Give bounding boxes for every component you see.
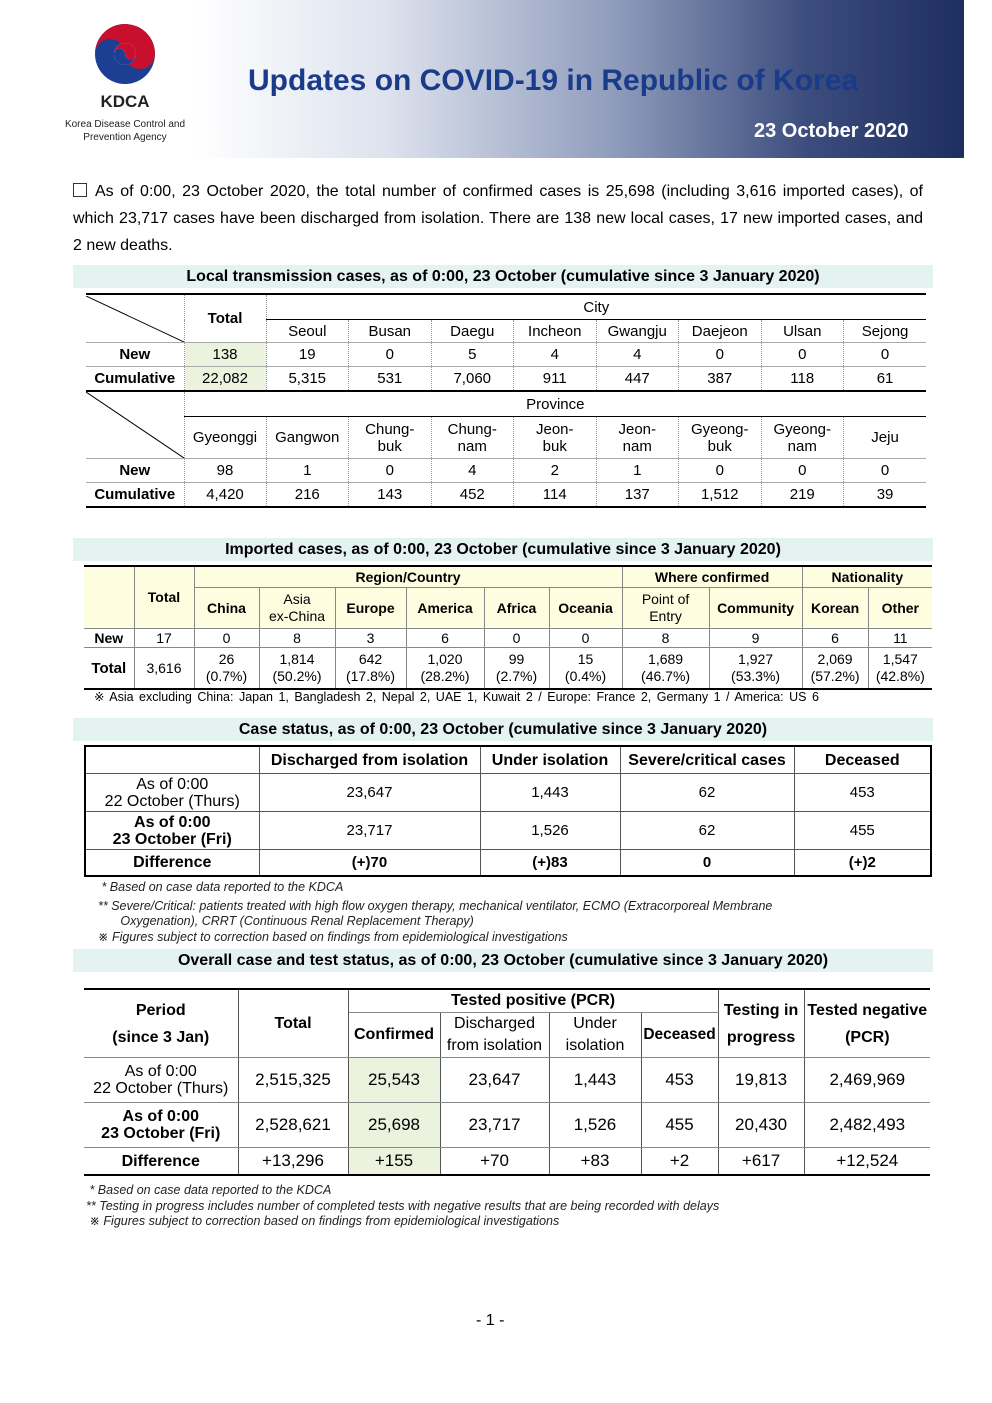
city-new-value: 4	[514, 343, 597, 367]
testing-in-progress-header: Testing in progress	[718, 989, 804, 1058]
summary-paragraph	[73, 178, 923, 259]
imported-col-header: Point of Entry	[622, 588, 709, 629]
note-line: * Based on case data reported to the KDCA	[86, 1183, 332, 1197]
city-cum-value: 61	[844, 367, 927, 392]
imported-total-pct: (2.7%)	[495, 668, 538, 684]
case-status-notes	[98, 880, 772, 945]
overall-value: 2,528,621	[238, 1103, 348, 1148]
prov-cum-value: 1,512	[679, 483, 762, 508]
note-line: ※ Figures subject to correction based on findings from epidemiological investigations	[86, 1214, 560, 1228]
row-label-new: New	[86, 459, 184, 483]
imported-col-header: Oceania	[549, 588, 622, 629]
case-value: 1,443	[480, 774, 620, 812]
prov-cum-value: 4,420	[184, 483, 266, 508]
imported-cases-table	[84, 565, 932, 690]
overall-value: 2,482,493	[804, 1103, 930, 1148]
overall-row-label: Difference	[84, 1148, 238, 1176]
city-cum-value: 387	[679, 367, 762, 392]
case-value: 62	[620, 812, 794, 850]
province-name: Gangwon	[266, 417, 349, 459]
city-new-value: 19	[266, 343, 349, 367]
imported-footnote: ※ Asia excluding China: Japan 1, Bangladesh 2, Nepal 2, UAE 1, Kuwait 2 / Europe: France 2, Germany 1 / America: US 6	[94, 690, 819, 704]
local-transmission-table	[86, 293, 926, 508]
imported-total-pct: (42.8%)	[875, 668, 925, 684]
imported-total-pct: (17.8%)	[345, 668, 396, 684]
imported-col-header: China	[194, 588, 259, 629]
imported-total-value: 15	[577, 651, 594, 667]
city-new-value: 5	[431, 343, 514, 367]
city-new-value: 0	[679, 343, 762, 367]
imported-col-header: Asia ex-China	[259, 588, 335, 629]
tested-negative-header: Tested negative (PCR)	[804, 989, 930, 1058]
case-col-header: Severe/critical cases	[620, 746, 794, 774]
city-name: Daegu	[431, 320, 514, 343]
province-name: Jeon- buk	[514, 417, 597, 459]
page-title: Updates on COVID-19 in Republic of Korea	[248, 64, 859, 97]
overall-sub-header: Discharged from isolation	[440, 1013, 549, 1058]
imported-total-total: 3,616	[134, 648, 194, 690]
imported-col-header: Community	[709, 588, 802, 629]
imported-total-value: 26	[218, 651, 235, 667]
province-name: Jeju	[844, 417, 927, 459]
row-label-total: Total	[84, 648, 134, 690]
overall-row-label: As of 0:00 23 October (Fri)	[84, 1103, 238, 1148]
overall-value: 2,469,969	[804, 1058, 930, 1103]
city-name: Busan	[349, 320, 432, 343]
city-new-value: 0	[761, 343, 844, 367]
overall-value: +13,296	[238, 1148, 348, 1176]
case-col-header: Deceased	[794, 746, 931, 774]
prov-new-value: 1	[596, 459, 679, 483]
case-value: 453	[794, 774, 931, 812]
note-line: ** Testing in progress includes number of completed tests with negative results that are being recorded with delays	[86, 1198, 720, 1213]
city-name: Daejeon	[679, 320, 762, 343]
overall-value: +155	[348, 1148, 440, 1176]
imported-new-value: 0	[549, 629, 622, 648]
diagonal-header-cell	[86, 294, 184, 343]
prov-cum-value: 452	[431, 483, 514, 508]
imported-new-value: 11	[868, 629, 932, 648]
imported-total-value: 1,547	[882, 651, 918, 667]
imported-new-total: 17	[134, 629, 194, 648]
imported-total-value: 1,927	[738, 651, 774, 667]
imported-new-value: 8	[259, 629, 335, 648]
prov-cum-value: 143	[349, 483, 432, 508]
imported-total-cell	[709, 648, 802, 690]
case-value: (+)2	[794, 850, 931, 877]
overall-sub-header: Confirmed	[348, 1013, 440, 1058]
imported-new-value: 3	[335, 629, 406, 648]
case-status-table	[84, 745, 932, 877]
prov-cum-value: 114	[514, 483, 597, 508]
prov-new-value: 98	[184, 459, 266, 483]
imported-section-title: Imported cases, as of 0:00, 23 October (cumulative since 3 January 2020)	[73, 538, 933, 561]
imported-total-cell	[335, 648, 406, 690]
case-row-label: As of 0:00 23 October (Fri)	[85, 812, 259, 850]
city-cum-value: 447	[596, 367, 679, 392]
city-header: City	[266, 294, 926, 320]
case-value: (+)83	[480, 850, 620, 877]
imported-total-pct: (46.7%)	[641, 668, 691, 684]
imported-total-pct: (50.2%)	[272, 668, 322, 684]
province-header: Province	[184, 391, 926, 417]
imported-total-cell	[802, 648, 868, 690]
case-value: 23,647	[259, 774, 480, 812]
province-name: Gyeong- buk	[679, 417, 762, 459]
imported-total-cell	[622, 648, 709, 690]
total-cumulative-value: 22,082	[184, 367, 266, 392]
imported-col-header: Korean	[802, 588, 868, 629]
local-section-title: Local transmission cases, as of 0:00, 23 October (cumulative since 3 January 2020)	[73, 265, 933, 288]
overall-row-label: As of 0:00 22 October (Thurs)	[84, 1058, 238, 1103]
summary-text: As of 0:00, 23 October 2020, the total number of confirmed cases is 25,698 (including 3,616 imported cases), of which 23,717 cases have been discharged from isolation. There are 138 new local cases, 17 new imported cases, and 2 new deaths.	[73, 183, 923, 254]
row-label-cumulative: Cumulative	[86, 367, 184, 392]
note-line: * Based on case data reported to the KDCA	[98, 880, 344, 894]
checkbox-icon	[73, 183, 87, 197]
case-corner-cell	[85, 746, 259, 774]
city-new-value: 0	[844, 343, 927, 367]
imported-total-value: 1,814	[279, 651, 315, 667]
imported-col-header: Africa	[484, 588, 549, 629]
note-line: Oxygenation), CRRT (Continuous Renal Replacement Therapy)	[110, 914, 474, 928]
agency-name: Korea Disease Control and Prevention Agency	[64, 119, 186, 143]
logo-text: KDCA	[100, 92, 150, 111]
province-name: Jeon- nam	[596, 417, 679, 459]
period-header: Period (since 3 Jan)	[84, 989, 238, 1058]
imported-total-cell	[194, 648, 259, 690]
imported-total-cell	[484, 648, 549, 690]
province-name: Gyeonggi	[184, 417, 266, 459]
province-name: Chung- nam	[431, 417, 514, 459]
city-cum-value: 118	[761, 367, 844, 392]
row-label-cumulative: Cumulative	[86, 483, 184, 508]
overall-sub-header: Deceased	[641, 1013, 718, 1058]
note-line: ※ Figures subject to correction based on findings from epidemiological investigations	[98, 929, 568, 944]
imported-total-cell	[868, 648, 932, 690]
total-header: Total	[184, 294, 266, 343]
imported-col-header: Other	[868, 588, 932, 629]
imported-total-value: 1,689	[648, 651, 684, 667]
imported-total-pct: (0.7%)	[205, 668, 248, 684]
case-value: (+)70	[259, 850, 480, 877]
city-name: Gwangju	[596, 320, 679, 343]
overall-value: 19,813	[718, 1058, 804, 1103]
overall-value: 25,543	[348, 1058, 440, 1103]
case-value: 455	[794, 812, 931, 850]
imported-new-value: 9	[709, 629, 802, 648]
case-col-header: Discharged from isolation	[259, 746, 480, 774]
imported-total-cell	[549, 648, 622, 690]
city-cum-value: 5,315	[266, 367, 349, 392]
report-date: 23 October 2020	[754, 120, 909, 142]
imported-col-header: Europe	[335, 588, 406, 629]
where-confirmed-header: Where confirmed	[622, 566, 802, 588]
overall-value: 1,443	[549, 1058, 641, 1103]
case-value: 1,526	[480, 812, 620, 850]
nationality-header: Nationality	[802, 566, 932, 588]
row-label-new: New	[84, 629, 134, 648]
row-label-new: New	[86, 343, 184, 367]
overall-value: 23,647	[440, 1058, 549, 1103]
case-value: 0	[620, 850, 794, 877]
imported-total-value: 2,069	[817, 651, 853, 667]
overall-value: +617	[718, 1148, 804, 1176]
imported-new-value: 6	[406, 629, 484, 648]
imported-new-value: 8	[622, 629, 709, 648]
city-name: Incheon	[514, 320, 597, 343]
imported-total-value: 1,020	[427, 651, 463, 667]
city-name: Seoul	[266, 320, 349, 343]
prov-new-value: 2	[514, 459, 597, 483]
note-line: ** Severe/Critical: patients treated with high flow oxygen therapy, mechanical ventilator, ECMO (Extracorporeal Membrane	[98, 898, 773, 913]
city-name: Sejong	[844, 320, 927, 343]
prov-new-value: 0	[349, 459, 432, 483]
prov-cum-value: 137	[596, 483, 679, 508]
overall-value: +70	[440, 1148, 549, 1176]
imported-new-value: 0	[484, 629, 549, 648]
city-cum-value: 531	[349, 367, 432, 392]
prov-new-value: 4	[431, 459, 514, 483]
case-row-label: As of 0:00 22 October (Thurs)	[85, 774, 259, 812]
imported-total-value: 642	[358, 651, 383, 667]
prov-cum-value: 219	[761, 483, 844, 508]
case-row-label: Difference	[85, 850, 259, 877]
province-name: Chung- buk	[349, 417, 432, 459]
city-new-value: 0	[349, 343, 432, 367]
kdca-logo-icon	[94, 23, 156, 85]
imported-total-pct: (0.4%)	[564, 668, 607, 684]
overall-value: 453	[641, 1058, 718, 1103]
overall-value: 1,526	[549, 1103, 641, 1148]
imported-total-pct: (28.2%)	[420, 668, 470, 684]
overall-value: 20,430	[718, 1103, 804, 1148]
imported-total-cell	[406, 648, 484, 690]
imported-total-value: 99	[508, 651, 525, 667]
city-cum-value: 7,060	[431, 367, 514, 392]
imported-total-pct: (53.3%)	[731, 668, 781, 684]
overall-sub-header: Under isolation	[549, 1013, 641, 1058]
diagonal-header-cell	[86, 391, 184, 459]
overall-status-table	[84, 988, 930, 1176]
imported-col-header: America	[406, 588, 484, 629]
prov-new-value: 0	[844, 459, 927, 483]
overall-value: 455	[641, 1103, 718, 1148]
page-number: - 1 -	[476, 1312, 505, 1329]
total-new-value: 138	[184, 343, 266, 367]
overall-value: 25,698	[348, 1103, 440, 1148]
imported-new-value: 6	[802, 629, 868, 648]
city-new-value: 4	[596, 343, 679, 367]
tested-positive-header: Tested positive (PCR)	[348, 989, 718, 1013]
overall-total-header: Total	[238, 989, 348, 1058]
case-value: 62	[620, 774, 794, 812]
case-col-header: Under isolation	[480, 746, 620, 774]
overall-value: +12,524	[804, 1148, 930, 1176]
overall-section-title: Overall case and test status, as of 0:00, 23 October (cumulative since 3 January 2020)	[73, 949, 933, 972]
imported-corner-cell	[84, 566, 134, 629]
prov-cum-value: 39	[844, 483, 927, 508]
overall-value: 2,515,325	[238, 1058, 348, 1103]
city-cum-value: 911	[514, 367, 597, 392]
overall-value: 23,717	[440, 1103, 549, 1148]
imported-total-header: Total	[134, 566, 194, 629]
case-value: 23,717	[259, 812, 480, 850]
imported-new-value: 0	[194, 629, 259, 648]
overall-value: +2	[641, 1148, 718, 1176]
prov-new-value: 0	[679, 459, 762, 483]
overall-notes	[86, 1183, 719, 1230]
case-status-title: Case status, as of 0:00, 23 October (cumulative since 3 January 2020)	[73, 718, 933, 741]
region-country-header: Region/Country	[194, 566, 622, 588]
imported-total-pct: (57.2%)	[810, 668, 860, 684]
province-name: Gyeong- nam	[761, 417, 844, 459]
prov-new-value: 0	[761, 459, 844, 483]
imported-total-cell	[259, 648, 335, 690]
overall-value: +83	[549, 1148, 641, 1176]
city-name: Ulsan	[761, 320, 844, 343]
prov-cum-value: 216	[266, 483, 349, 508]
prov-new-value: 1	[266, 459, 349, 483]
